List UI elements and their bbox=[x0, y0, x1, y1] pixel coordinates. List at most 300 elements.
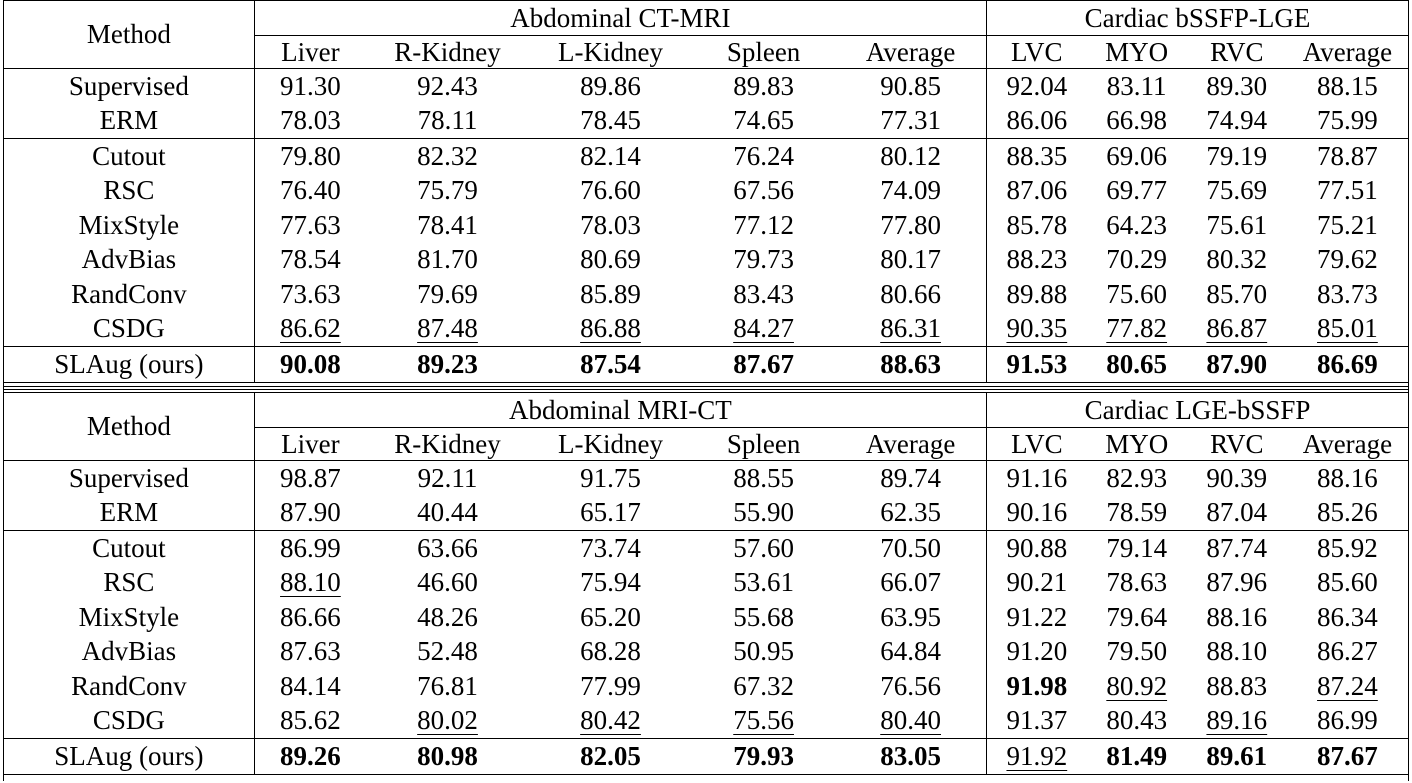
column-header-liver: Liver bbox=[254, 36, 366, 69]
method-name: SLAug (ours) bbox=[4, 347, 254, 383]
cell-value: 87.90 bbox=[280, 497, 341, 528]
cell-value: 91.16 bbox=[1006, 462, 1068, 493]
cell-avg bbox=[835, 600, 986, 635]
cell-rvc bbox=[1187, 174, 1287, 209]
cell-liver bbox=[254, 104, 366, 139]
table-row bbox=[4, 461, 1408, 496]
cell-liver bbox=[254, 635, 366, 670]
cell-value: 70.29 bbox=[1106, 244, 1168, 275]
column-header-rkidney: R-Kidney bbox=[366, 36, 529, 69]
cell-avg2 bbox=[1287, 139, 1408, 174]
cell-lkidney bbox=[529, 277, 692, 312]
cell-value: 77.51 bbox=[1317, 175, 1378, 206]
column-header-spleen: Spleen bbox=[692, 36, 835, 69]
cell-value: 66.98 bbox=[1106, 105, 1168, 136]
cell-rkidney bbox=[366, 243, 529, 278]
cell-avg2 bbox=[1287, 635, 1408, 670]
cell-value: 92.04 bbox=[1006, 70, 1068, 101]
cell-value: 78.03 bbox=[580, 209, 641, 240]
cell-rvc bbox=[1187, 739, 1287, 775]
cell-value: 50.95 bbox=[733, 636, 794, 667]
method-name: RSC bbox=[103, 175, 155, 206]
cell-value: 84.14 bbox=[280, 670, 341, 701]
cell-avg bbox=[835, 531, 986, 566]
cell-value: 91.75 bbox=[580, 462, 641, 493]
cell-rkidney bbox=[366, 104, 529, 139]
cell-value: 78.11 bbox=[417, 105, 478, 136]
cell-value: 87.48 bbox=[417, 313, 478, 344]
cell-value: 80.98 bbox=[417, 740, 478, 771]
column-header-rvc: RVC bbox=[1187, 428, 1287, 461]
cell-lvc bbox=[987, 104, 1087, 139]
cell-value: 98.87 bbox=[280, 462, 341, 493]
cell-rvc bbox=[1187, 531, 1287, 566]
cell-value: 79.73 bbox=[733, 244, 794, 275]
cell-spleen bbox=[692, 347, 835, 383]
cell-spleen bbox=[692, 496, 835, 531]
cell-value: 83.05 bbox=[880, 740, 941, 771]
cell-value: 65.17 bbox=[580, 497, 641, 528]
cell-spleen bbox=[692, 566, 835, 601]
cell-value: 78.87 bbox=[1317, 140, 1378, 171]
cell-avg bbox=[835, 566, 986, 601]
cell-rvc bbox=[1187, 208, 1287, 243]
cell-spleen bbox=[692, 243, 835, 278]
cell-value: 87.67 bbox=[733, 348, 794, 379]
cell-value: 86.34 bbox=[1317, 601, 1378, 632]
cell-myo bbox=[1087, 139, 1187, 174]
cell-value: 77.12 bbox=[733, 209, 794, 240]
cell-lvc bbox=[987, 69, 1087, 104]
cell-value: 73.63 bbox=[280, 278, 341, 309]
table-row bbox=[4, 704, 1408, 739]
cell-rkidney bbox=[366, 566, 529, 601]
cell-myo bbox=[1087, 174, 1187, 209]
cell-value: 90.35 bbox=[1006, 313, 1068, 344]
cell-lvc bbox=[987, 566, 1087, 601]
cell-liver bbox=[254, 669, 366, 704]
cell-myo bbox=[1087, 461, 1187, 496]
method-header: Method bbox=[86, 411, 171, 441]
cell-liver bbox=[254, 174, 366, 209]
column-header-lkidney: L-Kidney bbox=[529, 428, 692, 461]
cell-value: 81.70 bbox=[417, 244, 478, 275]
method-name: ERM bbox=[99, 105, 159, 136]
cell-value: 88.15 bbox=[1317, 70, 1378, 101]
cell-rkidney bbox=[366, 635, 529, 670]
method-name: Supervised bbox=[4, 461, 254, 496]
cell-myo bbox=[1087, 704, 1187, 739]
cell-value: 78.45 bbox=[580, 105, 641, 136]
method-name: CSDG bbox=[92, 705, 165, 736]
cell-rkidney bbox=[366, 139, 529, 174]
cell-value: 86.66 bbox=[280, 601, 341, 632]
results-table-mri-ct bbox=[4, 392, 1408, 775]
cell-value: 75.60 bbox=[1106, 278, 1168, 309]
cell-lkidney bbox=[529, 347, 692, 383]
cell-avg2 bbox=[1287, 704, 1408, 739]
cell-value: 90.88 bbox=[1006, 532, 1068, 563]
group-header-cardiac: Cardiac LGE-bSSFP bbox=[987, 393, 1408, 428]
cell-lkidney bbox=[529, 243, 692, 278]
cell-lkidney bbox=[529, 69, 692, 104]
table-row bbox=[4, 312, 1408, 347]
cell-avg bbox=[835, 496, 986, 531]
cell-value: 86.27 bbox=[1317, 636, 1378, 667]
cell-liver bbox=[254, 69, 366, 104]
cell-avg2 bbox=[1287, 669, 1408, 704]
cell-liver bbox=[254, 461, 366, 496]
cell-value: 83.11 bbox=[1106, 70, 1167, 101]
cell-spleen bbox=[692, 600, 835, 635]
cell-value: 85.70 bbox=[1206, 278, 1268, 309]
cell-rvc bbox=[1187, 496, 1287, 531]
cell-value: 88.10 bbox=[280, 567, 341, 598]
cell-value: 86.99 bbox=[280, 532, 341, 563]
cell-value: 89.30 bbox=[1206, 70, 1268, 101]
cell-value: 75.69 bbox=[1206, 175, 1268, 206]
method-name: RandConv bbox=[71, 670, 187, 701]
cell-value: 76.60 bbox=[580, 175, 641, 206]
cell-spleen bbox=[692, 531, 835, 566]
table-row bbox=[4, 600, 1408, 635]
cell-value: 75.99 bbox=[1317, 105, 1378, 136]
cell-avg bbox=[835, 635, 986, 670]
method-name: Cutout bbox=[4, 139, 254, 174]
cell-avg bbox=[835, 347, 986, 383]
cell-lkidney bbox=[529, 208, 692, 243]
cell-lkidney bbox=[529, 635, 692, 670]
group-header-abdominal: Abdominal MRI-CT bbox=[254, 393, 986, 428]
column-header-spleen: Spleen bbox=[692, 428, 835, 461]
cell-value: 78.54 bbox=[280, 244, 341, 275]
cell-lvc bbox=[987, 496, 1087, 531]
cell-lkidney bbox=[529, 461, 692, 496]
cell-lkidney bbox=[529, 669, 692, 704]
cell-value: 69.77 bbox=[1106, 175, 1168, 206]
cell-lkidney bbox=[529, 739, 692, 775]
cell-value: 82.32 bbox=[417, 140, 478, 171]
cell-value: 88.23 bbox=[1006, 244, 1068, 275]
cell-liver bbox=[254, 312, 366, 347]
cell-value: 88.16 bbox=[1317, 462, 1378, 493]
cell-value: 79.62 bbox=[1317, 244, 1378, 275]
double-rule-divider bbox=[4, 386, 1408, 390]
cell-rkidney bbox=[366, 600, 529, 635]
cell-myo bbox=[1087, 739, 1187, 775]
cell-value: 75.21 bbox=[1317, 209, 1378, 240]
cell-liver bbox=[254, 566, 366, 601]
column-header-rkidney: R-Kidney bbox=[366, 428, 529, 461]
cell-rkidney bbox=[366, 69, 529, 104]
cell-rvc bbox=[1187, 600, 1287, 635]
cell-avg2 bbox=[1287, 208, 1408, 243]
column-header-liver: Liver bbox=[254, 428, 366, 461]
results-table-ct-mri bbox=[4, 0, 1408, 383]
cell-liver bbox=[254, 496, 366, 531]
cell-rkidney bbox=[366, 347, 529, 383]
cell-liver bbox=[254, 704, 366, 739]
cell-rkidney bbox=[366, 174, 529, 209]
cell-value: 55.68 bbox=[733, 601, 794, 632]
cell-value: 86.88 bbox=[580, 313, 641, 344]
cell-value: 87.90 bbox=[1206, 348, 1268, 379]
cell-avg2 bbox=[1287, 600, 1408, 635]
cell-value: 91.22 bbox=[1006, 601, 1068, 632]
cell-value: 89.61 bbox=[1206, 740, 1268, 771]
cell-myo bbox=[1087, 566, 1187, 601]
cell-value: 89.23 bbox=[417, 348, 478, 379]
cell-lkidney bbox=[529, 139, 692, 174]
table-row bbox=[4, 243, 1408, 278]
cell-value: 55.90 bbox=[733, 497, 794, 528]
cell-lvc bbox=[987, 531, 1087, 566]
cell-value: 80.40 bbox=[880, 705, 941, 736]
cell-value: 90.08 bbox=[280, 348, 341, 379]
cell-rkidney bbox=[366, 531, 529, 566]
cell-value: 87.24 bbox=[1317, 670, 1378, 701]
column-header-rvc: RVC bbox=[1187, 36, 1287, 69]
cell-value: 83.43 bbox=[733, 278, 794, 309]
cell-value: 78.41 bbox=[417, 209, 478, 240]
cell-value: 92.11 bbox=[417, 462, 478, 493]
cell-value: 75.61 bbox=[1206, 209, 1268, 240]
cell-value: 75.79 bbox=[417, 175, 478, 206]
cell-myo bbox=[1087, 531, 1187, 566]
cell-value: 87.96 bbox=[1206, 567, 1268, 598]
cell-avg2 bbox=[1287, 69, 1408, 104]
cell-value: 86.99 bbox=[1317, 705, 1378, 736]
cell-value: 79.64 bbox=[1106, 601, 1168, 632]
cell-value: 83.73 bbox=[1317, 278, 1378, 309]
cell-spleen bbox=[692, 704, 835, 739]
column-header-myo: MYO bbox=[1087, 428, 1187, 461]
cell-value: 78.63 bbox=[1106, 567, 1168, 598]
cell-avg bbox=[835, 174, 986, 209]
cell-rvc bbox=[1187, 704, 1287, 739]
cell-myo bbox=[1087, 635, 1187, 670]
cell-rkidney bbox=[366, 704, 529, 739]
cell-value: 66.07 bbox=[880, 567, 941, 598]
cell-rvc bbox=[1187, 104, 1287, 139]
cell-value: 62.35 bbox=[880, 497, 941, 528]
cell-value: 64.84 bbox=[880, 636, 941, 667]
cell-value: 52.48 bbox=[417, 636, 478, 667]
cell-value: 87.74 bbox=[1206, 532, 1268, 563]
cell-avg2 bbox=[1287, 277, 1408, 312]
cell-spleen bbox=[692, 461, 835, 496]
column-header-lvc: LVC bbox=[987, 36, 1087, 69]
cell-value: 88.10 bbox=[1206, 636, 1268, 667]
table-row bbox=[4, 347, 1408, 383]
cell-value: 91.20 bbox=[1006, 636, 1068, 667]
cell-liver bbox=[254, 139, 366, 174]
cell-value: 90.85 bbox=[880, 70, 941, 101]
cell-value: 85.60 bbox=[1317, 567, 1378, 598]
cell-liver bbox=[254, 208, 366, 243]
method-name: MixStyle bbox=[78, 601, 180, 632]
cell-rvc bbox=[1187, 69, 1287, 104]
column-header-lkidney: L-Kidney bbox=[529, 36, 692, 69]
cell-myo bbox=[1087, 496, 1187, 531]
cell-avg bbox=[835, 104, 986, 139]
cell-value: 80.42 bbox=[580, 705, 641, 736]
cell-value: 75.56 bbox=[733, 705, 794, 736]
cell-lkidney bbox=[529, 531, 692, 566]
cell-avg bbox=[835, 208, 986, 243]
cell-value: 67.32 bbox=[733, 670, 794, 701]
cell-spleen bbox=[692, 739, 835, 775]
cell-rkidney bbox=[366, 312, 529, 347]
cell-value: 76.81 bbox=[417, 670, 478, 701]
cell-spleen bbox=[692, 277, 835, 312]
cell-value: 88.83 bbox=[1206, 670, 1268, 701]
cell-value: 78.03 bbox=[280, 105, 341, 136]
cell-myo bbox=[1087, 208, 1187, 243]
cell-value: 80.43 bbox=[1106, 705, 1168, 736]
cell-lkidney bbox=[529, 600, 692, 635]
table-row bbox=[4, 669, 1408, 704]
cell-avg2 bbox=[1287, 461, 1408, 496]
cell-liver bbox=[254, 277, 366, 312]
cell-lvc bbox=[987, 174, 1087, 209]
cell-avg bbox=[835, 461, 986, 496]
table-row bbox=[4, 139, 1408, 174]
cell-avg2 bbox=[1287, 243, 1408, 278]
cell-lvc bbox=[987, 347, 1087, 383]
column-header-avg2: Average bbox=[1287, 428, 1408, 461]
table-row bbox=[4, 739, 1408, 775]
cell-spleen bbox=[692, 139, 835, 174]
column-header-avg2: Average bbox=[1287, 36, 1408, 69]
cell-value: 88.35 bbox=[1006, 140, 1068, 171]
cell-value: 48.26 bbox=[417, 601, 478, 632]
cell-value: 85.78 bbox=[1006, 209, 1068, 240]
cell-rkidney bbox=[366, 277, 529, 312]
cell-spleen bbox=[692, 174, 835, 209]
cell-liver bbox=[254, 243, 366, 278]
table-row bbox=[4, 277, 1408, 312]
cell-value: 89.86 bbox=[580, 70, 641, 101]
cell-myo bbox=[1087, 312, 1187, 347]
method-name: CSDG bbox=[92, 313, 165, 344]
cell-value: 81.49 bbox=[1106, 740, 1168, 771]
cell-value: 89.83 bbox=[733, 70, 794, 101]
cell-value: 65.20 bbox=[580, 601, 641, 632]
cell-value: 87.04 bbox=[1206, 497, 1268, 528]
cell-value: 70.50 bbox=[880, 532, 941, 563]
method-header: Method bbox=[86, 19, 171, 49]
group-header-cardiac: Cardiac bSSFP-LGE bbox=[987, 1, 1408, 36]
cell-myo bbox=[1087, 277, 1187, 312]
column-header-avg: Average bbox=[835, 428, 986, 461]
cell-value: 82.93 bbox=[1106, 462, 1168, 493]
cell-value: 86.87 bbox=[1206, 313, 1268, 344]
cell-value: 86.31 bbox=[880, 313, 941, 344]
cell-avg bbox=[835, 69, 986, 104]
cell-value: 77.80 bbox=[880, 209, 941, 240]
column-header-lvc: LVC bbox=[987, 428, 1087, 461]
cell-avg2 bbox=[1287, 496, 1408, 531]
cell-liver bbox=[254, 600, 366, 635]
cell-value: 74.65 bbox=[733, 105, 794, 136]
cell-value: 87.63 bbox=[280, 636, 341, 667]
method-name: Cutout bbox=[4, 531, 254, 566]
cell-value: 80.65 bbox=[1106, 348, 1168, 379]
cell-value: 88.55 bbox=[733, 462, 794, 493]
cell-value: 80.32 bbox=[1206, 244, 1268, 275]
cell-lvc bbox=[987, 739, 1087, 775]
table-row bbox=[4, 104, 1408, 139]
cell-value: 53.61 bbox=[733, 567, 794, 598]
cell-value: 88.16 bbox=[1206, 601, 1268, 632]
group-header-abdominal: Abdominal CT-MRI bbox=[254, 1, 986, 36]
cell-value: 80.69 bbox=[580, 244, 641, 275]
cell-value: 85.01 bbox=[1317, 313, 1378, 344]
cell-spleen bbox=[692, 69, 835, 104]
cell-lvc bbox=[987, 139, 1087, 174]
cell-value: 87.67 bbox=[1317, 740, 1378, 771]
cell-lvc bbox=[987, 461, 1087, 496]
cell-value: 88.63 bbox=[880, 348, 941, 379]
cell-value: 80.02 bbox=[417, 705, 478, 736]
cell-value: 76.56 bbox=[880, 670, 941, 701]
cell-lkidney bbox=[529, 174, 692, 209]
cell-value: 77.31 bbox=[880, 105, 941, 136]
cell-value: 79.69 bbox=[417, 278, 478, 309]
cell-value: 77.63 bbox=[280, 209, 341, 240]
cell-value: 79.50 bbox=[1106, 636, 1168, 667]
cell-value: 76.24 bbox=[733, 140, 794, 171]
cell-avg bbox=[835, 669, 986, 704]
cell-spleen bbox=[692, 669, 835, 704]
cell-value: 89.74 bbox=[880, 462, 941, 493]
cell-value: 80.66 bbox=[880, 278, 941, 309]
column-header-avg: Average bbox=[835, 36, 986, 69]
cell-value: 90.21 bbox=[1006, 567, 1068, 598]
cell-rkidney bbox=[366, 739, 529, 775]
cell-lkidney bbox=[529, 496, 692, 531]
cell-spleen bbox=[692, 312, 835, 347]
cell-value: 79.80 bbox=[280, 140, 341, 171]
cell-rkidney bbox=[366, 669, 529, 704]
cell-value: 46.60 bbox=[417, 567, 478, 598]
cell-lvc bbox=[987, 600, 1087, 635]
cell-avg2 bbox=[1287, 347, 1408, 383]
method-name: ERM bbox=[99, 497, 159, 528]
cell-value: 89.26 bbox=[280, 740, 341, 771]
cell-value: 67.56 bbox=[733, 175, 794, 206]
cell-value: 79.93 bbox=[733, 740, 794, 771]
cell-value: 64.23 bbox=[1106, 209, 1168, 240]
cell-rvc bbox=[1187, 139, 1287, 174]
method-name: Supervised bbox=[4, 69, 254, 104]
cell-value: 75.94 bbox=[580, 567, 641, 598]
cell-rvc bbox=[1187, 461, 1287, 496]
cell-value: 91.30 bbox=[280, 70, 341, 101]
cell-value: 90.39 bbox=[1206, 462, 1268, 493]
cell-value: 40.44 bbox=[417, 497, 478, 528]
cell-avg2 bbox=[1287, 739, 1408, 775]
cell-lvc bbox=[987, 243, 1087, 278]
table-row bbox=[4, 174, 1408, 209]
cell-value: 86.69 bbox=[1317, 348, 1378, 379]
cell-avg bbox=[835, 139, 986, 174]
cell-value: 86.06 bbox=[1006, 105, 1068, 136]
cell-avg2 bbox=[1287, 312, 1408, 347]
cell-value: 73.74 bbox=[580, 532, 641, 563]
cell-value: 87.54 bbox=[580, 348, 641, 379]
